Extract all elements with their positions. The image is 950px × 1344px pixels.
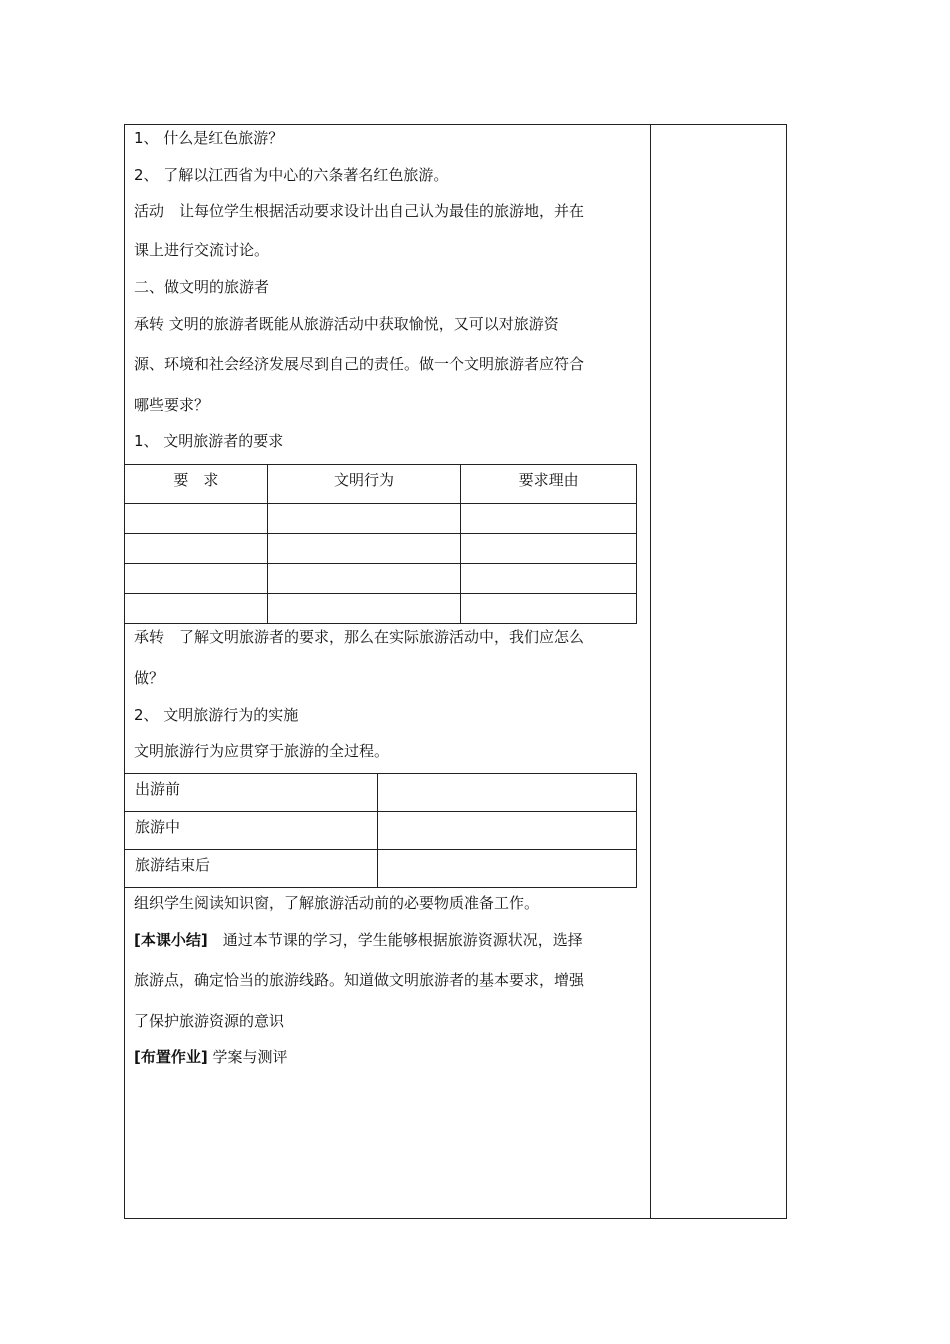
empty-cell: [267, 534, 461, 564]
empty-cell: [377, 850, 636, 888]
table-row: [125, 812, 637, 850]
empty-cell: [377, 812, 636, 850]
subheading-2: 2、 文明旅游行为的实施: [134, 706, 299, 724]
table-row: [125, 534, 637, 564]
empty-cell: [125, 594, 268, 624]
transition-1-line-2: 源、环境和社会经济发展尽到自己的责任。做一个文明旅游者应符合: [134, 355, 585, 373]
empty-cell: [461, 534, 637, 564]
empty-cell: [267, 504, 461, 534]
statement: 文明旅游行为应贯穿于旅游的全过程。: [134, 742, 390, 760]
stage-label: 旅游中: [125, 812, 378, 850]
table-row: [125, 594, 637, 624]
empty-cell: [267, 594, 461, 624]
table-header-row: [125, 465, 637, 504]
transition-1-line-3: 哪些要求？: [134, 396, 210, 414]
transition-2-line-2: 做？: [134, 669, 165, 687]
header-reason: 要求理由: [461, 465, 637, 504]
homework-text: 学案与测评: [212, 1048, 288, 1066]
header-behavior: 文明行为: [267, 465, 461, 504]
empty-cell: [461, 504, 637, 534]
empty-cell: [267, 564, 461, 594]
table-row: [125, 504, 637, 534]
summary-text-1: 通过本节课的学习，学生能够根据旅游资源状况，选择: [207, 931, 583, 949]
subheading-1: 1、 文明旅游者的要求: [134, 432, 284, 450]
organize-line: 组织学生阅读知识窗，了解旅游活动前的必要物质准备工作。: [134, 894, 540, 912]
summary-line-2: 旅游点，确定恰当的旅游线路。知道做文明旅游者的基本要求，增强: [134, 971, 585, 989]
section-heading-2: 二、做文明的旅游者: [134, 278, 270, 296]
table-row: [125, 564, 637, 594]
transition-2-line-1: 承转 了解文明旅游者的要求，那么在实际旅游活动中，我们应怎么: [134, 628, 585, 646]
requirements-table: [124, 464, 637, 624]
summary-label: [本课小结]: [134, 931, 208, 949]
summary-line-1: [134, 930, 583, 950]
question-2: 2、 了解以江西省为中心的六条著名红色旅游。: [134, 166, 449, 184]
stage-label: 出游前: [125, 774, 378, 812]
empty-cell: [461, 594, 637, 624]
empty-cell: [125, 564, 268, 594]
column-divider: [650, 124, 651, 1219]
table-row: [125, 850, 637, 888]
empty-cell: [125, 534, 268, 564]
stage-label: 旅游结束后: [125, 850, 378, 888]
empty-cell: [377, 774, 636, 812]
travel-stages-table: [124, 773, 637, 888]
empty-cell: [125, 504, 268, 534]
transition-1-line-1: 承转 文明的旅游者既能从旅游活动中获取愉悦，又可以对旅游资: [134, 315, 559, 333]
summary-line-3: 了保护旅游资源的意识: [134, 1012, 285, 1030]
homework-label: [布置作业]: [134, 1048, 208, 1066]
homework-line: [134, 1047, 288, 1067]
header-requirement: 要 求: [125, 465, 268, 504]
question-1: 1、 什么是红色旅游？: [134, 129, 284, 147]
activity-line-2: 课上进行交流讨论。: [134, 241, 270, 259]
empty-cell: [461, 564, 637, 594]
table-row: [125, 774, 637, 812]
activity-line-1: 活动 让每位学生根据活动要求设计出自己认为最佳的旅游地，并在: [134, 202, 585, 220]
